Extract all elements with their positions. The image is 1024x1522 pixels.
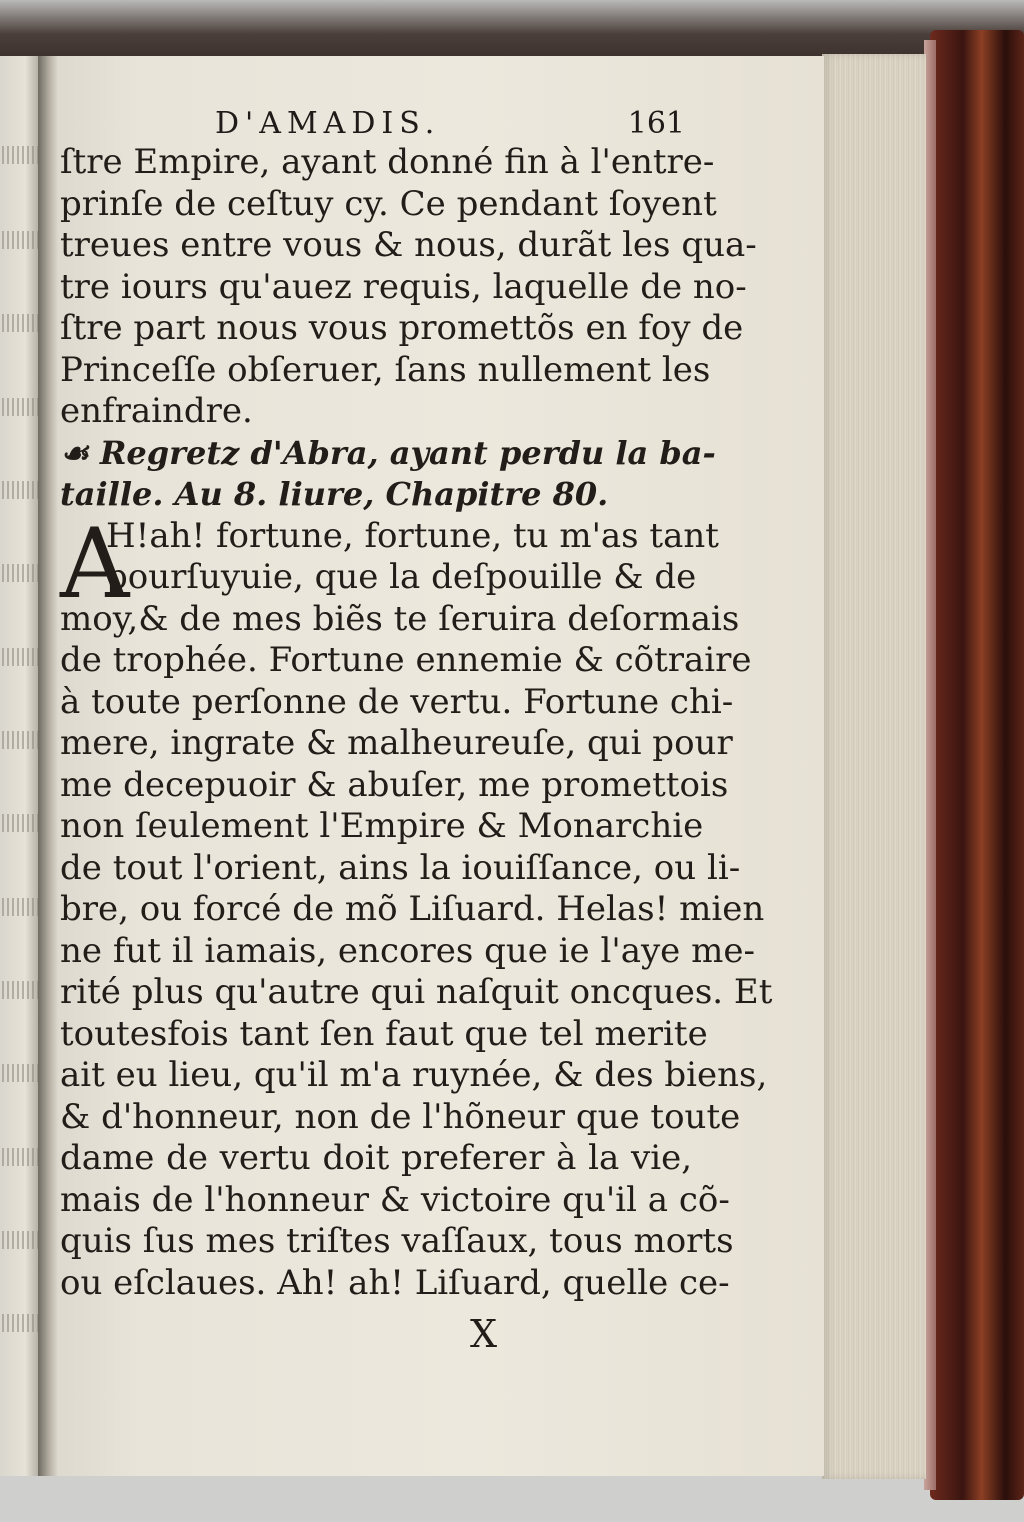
text-line: à toute perſonne de vertu. Fortune chi- (60, 681, 734, 722)
text-line: ait eu lieu, qu'il m'a ruynée, & des biens, (60, 1055, 768, 1095)
text-line: me decepuoir & abuſer, me promettois (60, 764, 729, 805)
text-line: ou eſclaues. Ah! ah! Liſuard, quelle ce- (60, 1262, 730, 1303)
text-line: ſtre part nous vous promettõs en foy de (60, 308, 744, 348)
text-line: toutesfois tant ſen faut que tel merite (60, 1013, 708, 1054)
text-line: moy,& de mes biẽs te ſeruira deſormais (60, 598, 740, 639)
text-line: ne fut il iamais, encores que ie l'aye me- (60, 930, 755, 971)
text-line: Princeſſe obſeruer, ſans nullement les (60, 349, 711, 390)
text-line: tre iours qu'auez requis, laquelle de no- (60, 266, 747, 307)
page-fore-edge (822, 54, 926, 1479)
text-line: rité plus qu'autre qui naſquit oncques. Et (60, 972, 773, 1012)
page-number: 161 (627, 106, 685, 141)
chapter-heading: taille. Au 8. liure, Chapitre 80. (60, 475, 609, 513)
text-line: dame de vertu doit preferer à la vie, (60, 1138, 692, 1178)
gutter-shadow (38, 56, 58, 1476)
text-line: prinſe de ceſtuy cy. Ce pendant ſoyent (60, 183, 717, 224)
facing-page-edge (0, 56, 42, 1476)
text-line: bre, ou forcé de mõ Liſuard. Helas! mien (60, 889, 765, 929)
text-line: mere, ingrate & malheureuſe, qui pour (60, 723, 733, 763)
text-line: de tout l'orient, ains la iouiſſance, ou li- (60, 847, 741, 888)
text-line: quis ſus mes triſtes vaſſaux, tous morts (60, 1221, 734, 1261)
signature-mark: X (470, 1312, 498, 1356)
running-title: D'AMADIS. (215, 106, 441, 141)
text-line: ſtre Empire, ayant donné fin à l'entre- (60, 142, 715, 182)
leather-binding (930, 30, 1024, 1500)
text-line: H!ah! fortune, fortune, tu m'as tant (106, 515, 719, 556)
text-line: de trophée. Fortune ennemie & cõtraire (60, 640, 752, 680)
text-line: non ſeulement l'Empire & Monarchie (60, 806, 704, 846)
book-top-edge (0, 0, 1024, 62)
text-line: & d'honneur, non de l'hõneur que toute (60, 1096, 741, 1137)
text-line: enfraindre. (60, 391, 253, 431)
text-line: mais de l'honneur & victoire qu'il a cõ- (60, 1179, 730, 1220)
body-text (60, 142, 773, 1304)
page-header (215, 106, 685, 146)
text-line: pourſuyuie, que la deſpouille & de (106, 557, 697, 597)
text-line: treues entre vous & nous, durãt les qua- (60, 225, 757, 265)
drop-cap: A (60, 508, 130, 620)
chapter-heading: ☙ Regretz d'Abra, ayant perdu la ba- (60, 433, 716, 472)
